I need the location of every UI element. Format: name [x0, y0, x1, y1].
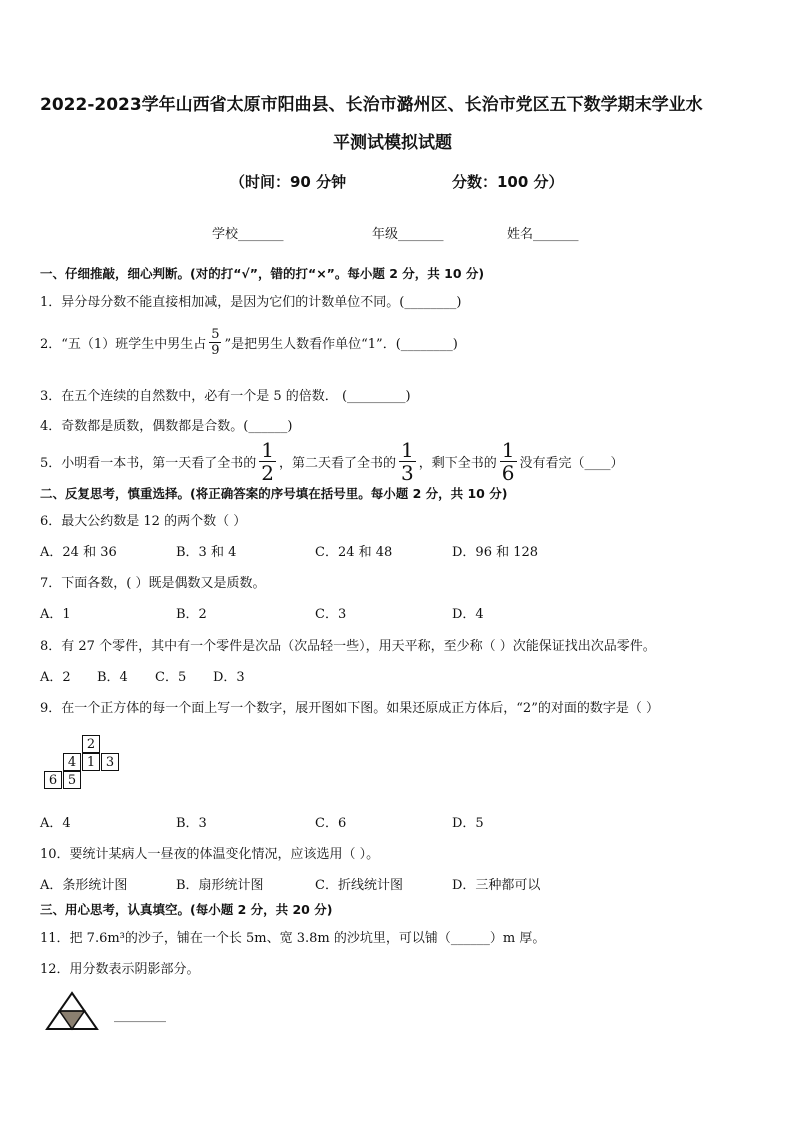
net-cell: 2	[82, 735, 100, 753]
fraction-denominator: 6	[501, 461, 515, 485]
shaded-triangle-figure	[44, 990, 100, 1032]
q7-option-c: C．3	[315, 607, 347, 622]
fraction-numerator: 1	[401, 438, 414, 462]
fraction-one-third	[399, 440, 416, 483]
question-7: 7．下面各数，( ）既是偶数又是质数。	[40, 576, 266, 591]
q9-option-a: A．4	[40, 816, 71, 831]
q10-option-c: C．折线统计图	[315, 878, 403, 893]
q12-answer-blank: ________	[114, 1008, 166, 1023]
question-5-text-2: ，第二天看了全书的	[279, 456, 397, 471]
grade-field: 年级_______	[372, 227, 444, 242]
q6-option-d: D．96 和 128	[452, 545, 539, 560]
fraction-one-half	[259, 440, 276, 483]
question-10: 10．要统计某病人一昼夜的体温变化情况，应该选用（ ）。	[40, 847, 380, 862]
page-title-line1: 2022-2023学年山西省太原市阳曲县、长治市潞州区、长治市党区五下数学期末学业水	[40, 95, 703, 115]
fraction-numerator: 1	[501, 438, 515, 462]
question-4: 4．奇数都是质数，偶数都是合数。(______)	[40, 419, 293, 434]
section-3-heading: 三、用心思考，认真填空。(每小题 2 分，共 20 分)	[40, 902, 333, 917]
q7-option-a: A．1	[40, 607, 71, 622]
fraction-denominator: 2	[261, 461, 275, 485]
question-2-text-after: ”是把男生人数看作单位“1”．(________)	[224, 337, 458, 352]
q8-option-b: B．4	[97, 670, 128, 685]
q9-option-c: C．6	[315, 816, 347, 831]
section-1-heading: 一、仔细推敲，细心判断。(对的打“√”，错的打“×”。每小题 2 分，共 10 分)	[40, 266, 485, 281]
question-6: 6．最大公约数是 12 的两个数（ ）	[40, 514, 247, 529]
q6-option-c: C．24 和 48	[315, 545, 393, 560]
question-5-text-3: ，剩下全书的	[418, 456, 497, 471]
q9-option-d: D．5	[452, 816, 484, 831]
q8-option-a: A．2	[40, 670, 71, 685]
q8-option-d: D．3	[213, 670, 245, 685]
fraction-denominator: 3	[401, 461, 414, 485]
fraction-five-ninths	[209, 328, 221, 357]
question-5-text-4: 没有看完（____）	[519, 456, 624, 471]
question-2-text-before: 2．“五（1）班学生中男生占	[40, 337, 207, 352]
name-field: 姓名_______	[507, 227, 579, 242]
q6-option-a: A．24 和 36	[40, 545, 117, 560]
question-5-text-1: 5．小明看一本书，第一天看了全书的	[40, 456, 257, 471]
page-title-line2: 平测试模拟试题	[333, 133, 452, 153]
question-11: 11．把 7.6m³的沙子，铺在一个长 5m、宽 3.8m 的沙坑里，可以铺（______）m 厚。	[40, 931, 546, 946]
question-8: 8．有 27 个零件，其中有一个零件是次品（次品轻一些），用天平称，至少称（ ）次能保证找出次品零件。	[40, 639, 656, 654]
net-cell: 5	[63, 771, 81, 789]
net-cell: 1	[82, 753, 100, 771]
question-12: 12．用分数表示阴影部分。	[40, 962, 200, 977]
fraction-numerator: 1	[261, 438, 275, 462]
net-cell: 3	[101, 753, 119, 771]
school-field: 学校_______	[212, 227, 284, 242]
section-2-heading: 二、反复思考，慎重选择。(将正确答案的序号填在括号里。每小题 2 分，共 10 分)	[40, 486, 508, 501]
q10-option-b: B．扇形统计图	[176, 878, 264, 893]
q8-option-c: C．5	[155, 670, 187, 685]
net-cell: 4	[63, 753, 81, 771]
question-3: 3．在五个连续的自然数中，必有一个是 5 的倍数． (_________)	[40, 389, 411, 404]
fraction-numerator: 5	[211, 327, 220, 342]
q6-option-b: B．3 和 4	[176, 545, 237, 560]
q10-option-a: A．条形统计图	[40, 878, 128, 893]
q10-option-d: D．三种都可以	[452, 878, 541, 893]
q9-option-b: B．3	[176, 816, 207, 831]
question-1: 1．异分母分数不能直接相加减，是因为它们的计数单位不同。(________)	[40, 295, 462, 310]
exam-score: 分数：100 分）	[452, 173, 564, 191]
q7-option-b: B．2	[176, 607, 207, 622]
question-2	[40, 328, 458, 357]
exam-time: （时间：90 分钟	[230, 173, 347, 191]
question-9: 9．在一个正方体的每一个面上写一个数字，展开图如下图。如果还原成正方体后，“2”的对面的数字是（ ）	[40, 701, 659, 716]
fraction-one-sixth	[500, 440, 517, 483]
q7-option-d: D．4	[452, 607, 484, 622]
cube-net-figure	[44, 735, 124, 791]
question-5	[40, 440, 624, 483]
fraction-denominator: 9	[211, 343, 220, 358]
net-cell: 6	[44, 771, 62, 789]
